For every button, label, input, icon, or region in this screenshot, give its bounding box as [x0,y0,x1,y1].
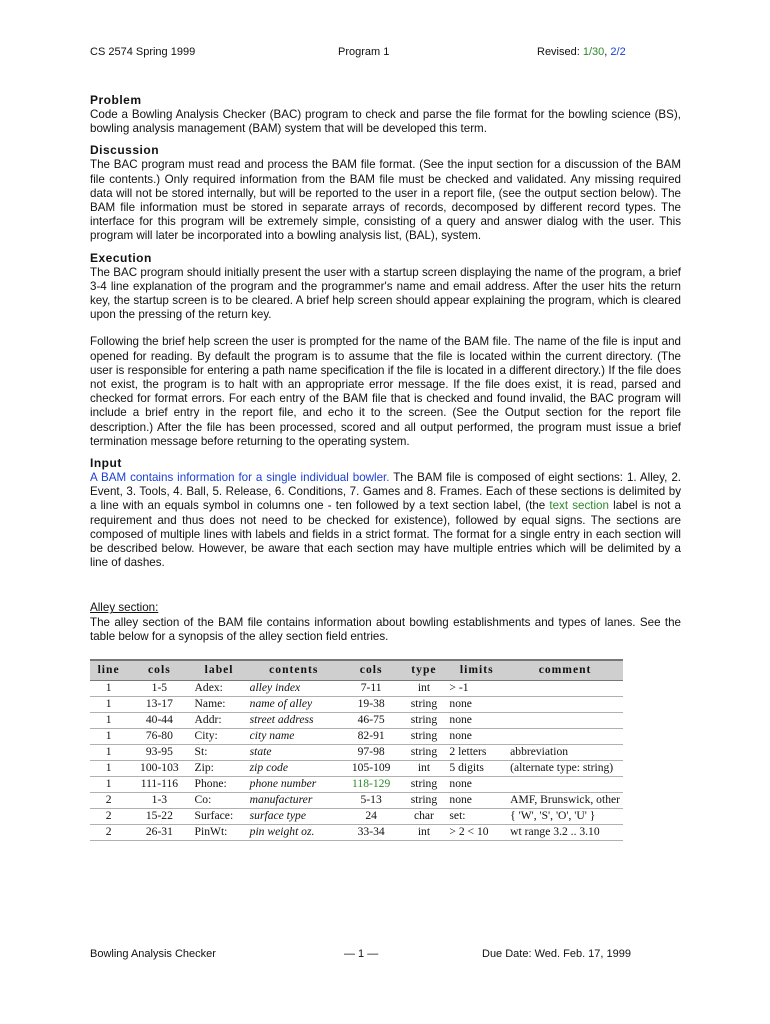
table-row [90,793,623,809]
cell-cols: 40-44 [127,713,191,729]
th-type: type [401,660,446,681]
cell-cols2: 7-11 [341,681,402,697]
cell-type: char [401,809,446,825]
cell-limits: none [446,777,507,793]
cell-line: 1 [90,697,127,713]
table-row [90,681,623,697]
cell-comment: wt range 3.2 .. 3.10 [507,825,623,841]
due-date: Due Date: Wed. Feb. 17, 1999 [482,948,631,960]
table-header-row [90,660,623,681]
cell-cols: 13-17 [127,697,191,713]
cell-cols2: 82-91 [341,729,402,745]
course-label: CS 2574 Spring 1999 [90,46,196,58]
cell-limits: 2 letters [446,745,507,761]
cell-line: 1 [90,761,127,777]
cell-limits: none [446,793,507,809]
execution-section [90,251,681,449]
table-row [90,713,623,729]
cell-comment [507,681,623,697]
page-number: — 1 — [344,948,379,960]
input-heading: Input [90,456,122,471]
th-label: label [192,660,247,681]
cell-comment [507,729,623,745]
cell-comment [507,713,623,729]
cell-contents: manufacturer [247,793,341,809]
th-comment: comment [507,660,623,681]
cell-cols2: 105-109 [341,761,402,777]
input-text-b: label is not a requirement and thus does not need to be checked for existence), followed by equal signs. The sections are composed of multiple lines with labels and fields in a strict format. The format for a single entry in each section will be described below. However, be aware that each section may have multiple entries which will be delimited by a line of dashes. [90,499,681,570]
cell-type: int [401,825,446,841]
input-text-green: text section [549,499,609,513]
table-row [90,729,623,745]
revised-label [537,46,626,58]
cell-contents: alley index [247,681,341,697]
alley-heading: Alley section: [90,601,159,615]
cell-comment [507,777,623,793]
cell-cols: 93-95 [127,745,191,761]
cell-comment: AMF, Brunswick, other [507,793,623,809]
cell-label: Phone: [192,777,247,793]
cell-label: Name: [192,697,247,713]
cell-type: string [401,777,446,793]
cell-cols: 100-103 [127,761,191,777]
cell-limits: > -1 [446,681,507,697]
th-cols2: cols [341,660,402,681]
cell-contents: name of alley [247,697,341,713]
cell-limits: 5 digits [446,761,507,777]
cell-label: Addr: [192,713,247,729]
th-limits: limits [446,660,507,681]
alley-section [90,601,681,644]
cell-contents: street address [247,713,341,729]
cell-type: string [401,745,446,761]
cell-cols: 76-80 [127,729,191,745]
execution-heading: Execution [90,250,152,265]
cell-limits: set: [446,809,507,825]
cell-cols: 26-31 [127,825,191,841]
cell-cols2: 5-13 [341,793,402,809]
revised-separator: , [604,46,608,58]
cell-label: Surface: [192,809,247,825]
document-body [90,93,681,841]
cell-comment: (alternate type: string) [507,761,623,777]
cell-line: 2 [90,825,127,841]
input-section [90,456,681,570]
cell-label: Co: [192,793,247,809]
cell-comment: abbreviation [507,745,623,761]
th-cols: cols [127,660,191,681]
table-row [90,761,623,777]
problem-heading: Problem [90,93,142,107]
cell-cols2: 33-34 [341,825,402,841]
discussion-heading: Discussion [90,143,160,158]
cell-contents: city name [247,729,341,745]
cell-limits: none [446,729,507,745]
revised-text: Revised: [537,46,580,58]
cell-cols2: 19-38 [341,697,402,713]
table-row [90,825,623,841]
cell-label: Adex: [192,681,247,697]
input-text-a: The BAM file is composed of eight sections: 1. Alley, 2. Event, 3. Tools, 4. Ball, 5. Release, 6. Conditions, 7. Games and 8. Frames. Each of these sections is delimited by a line with an equals symbol in columns one - ten followed by a text section label, (the [90,471,681,513]
cell-label: Zip: [192,761,247,777]
problem-text: Code a Bowling Analysis Checker (BAC) program to check and parse the file format for the bowling science (BS), bowling analysis management (BAM) system that will be developed this term. [90,108,681,136]
cell-cols: 1-3 [127,793,191,809]
alley-field-table [90,659,623,841]
th-line: line [90,660,127,681]
footer-title: Bowling Analysis Checker [90,948,216,960]
cell-contents: surface type [247,809,341,825]
cell-label: St: [192,745,247,761]
discussion-text: The BAC program must read and process the BAM file format. (See the input section for a discussion of the BAM file contents.) Only required information from the BAM file must be checked and validated. Any missing required data will not be stored internally, but will be reported to the user in a report file, (see the output section below). The BAM file information must be stored in separate arrays of records, decomposed by different record types. The interface for this program will be extremely simple, consisting of a query and answer dialog with the user. This program will later be incorporated into a bowling analysis list, (BAL), system. [90,158,681,243]
cell-type: string [401,697,446,713]
cell-type: string [401,793,446,809]
cell-contents: state [247,745,341,761]
cell-type: string [401,729,446,745]
cell-line: 1 [90,777,127,793]
cell-cols: 111-116 [127,777,191,793]
cell-limits: none [446,713,507,729]
revised-date-2: 2/2 [610,46,626,58]
input-text [90,471,681,570]
cell-line: 1 [90,681,127,697]
revised-date-1: 1/30 [582,46,605,58]
problem-section [90,93,681,136]
table-row [90,697,623,713]
cell-type: int [401,761,446,777]
cell-line: 2 [90,809,127,825]
discussion-section [90,143,681,243]
cell-label: PinWt: [192,825,247,841]
program-label: Program 1 [338,46,390,58]
th-contents: contents [247,660,341,681]
cell-type: int [401,681,446,697]
cell-line: 1 [90,713,127,729]
cell-limits: none [446,697,507,713]
cell-comment [507,697,623,713]
cell-cols2: 97-98 [341,745,402,761]
cell-limits: > 2 < 10 [446,825,507,841]
cell-line: 1 [90,729,127,745]
cell-cols2: 118-129 [341,777,402,793]
table-row [90,809,623,825]
cell-type: string [401,713,446,729]
alley-text: The alley section of the BAM file contains information about bowling establishments and types of lanes. See the table below for a synopsis of the alley section field entries. [90,615,681,643]
cell-contents: phone number [247,777,341,793]
cell-comment: { 'W', 'S', 'O', 'U' } [507,809,623,825]
cell-cols: 1-5 [127,681,191,697]
table-row [90,777,623,793]
cell-line: 2 [90,793,127,809]
execution-text-2: Following the brief help screen the user is prompted for the name of the BAM file. The name of the file is input and opened for reading. By default the program is to assume that the file is located within the current directory. (The user is responsible for entering a path name specification if the file is located in a different directory.) If the file does not exist, the program is to halt with an appropriate error message. If the file does exist, it is read, parsed and checked for format errors. For each entry of the BAM file that is checked and found invalid, the BAC program will include a brief entry in the report file, and echo it to the screen. (See the Output section for the report file description.) After the file has been processed, scored and all output performed, the program must issue a brief termination message before returning to the operating system. [90,335,681,448]
cell-line: 1 [90,745,127,761]
cell-contents: zip code [247,761,341,777]
cell-contents: pin weight oz. [247,825,341,841]
execution-text-1: The BAC program should initially present the user with a startup screen displaying the name of the program, a brief 3-4 line explanation of the program and the programmer's name and email address. After the user hits the return key, the startup screen is to be cleared. A brief help screen should appear explaining the program, which is cleared upon the pressing of the return key. [90,265,681,322]
cell-cols2: 24 [341,809,402,825]
cell-label: City: [192,729,247,745]
cell-cols2: 46-75 [341,713,402,729]
input-text-blue: A BAM contains information for a single individual bowler. [90,471,390,485]
table-row [90,745,623,761]
cell-cols: 15-22 [127,809,191,825]
